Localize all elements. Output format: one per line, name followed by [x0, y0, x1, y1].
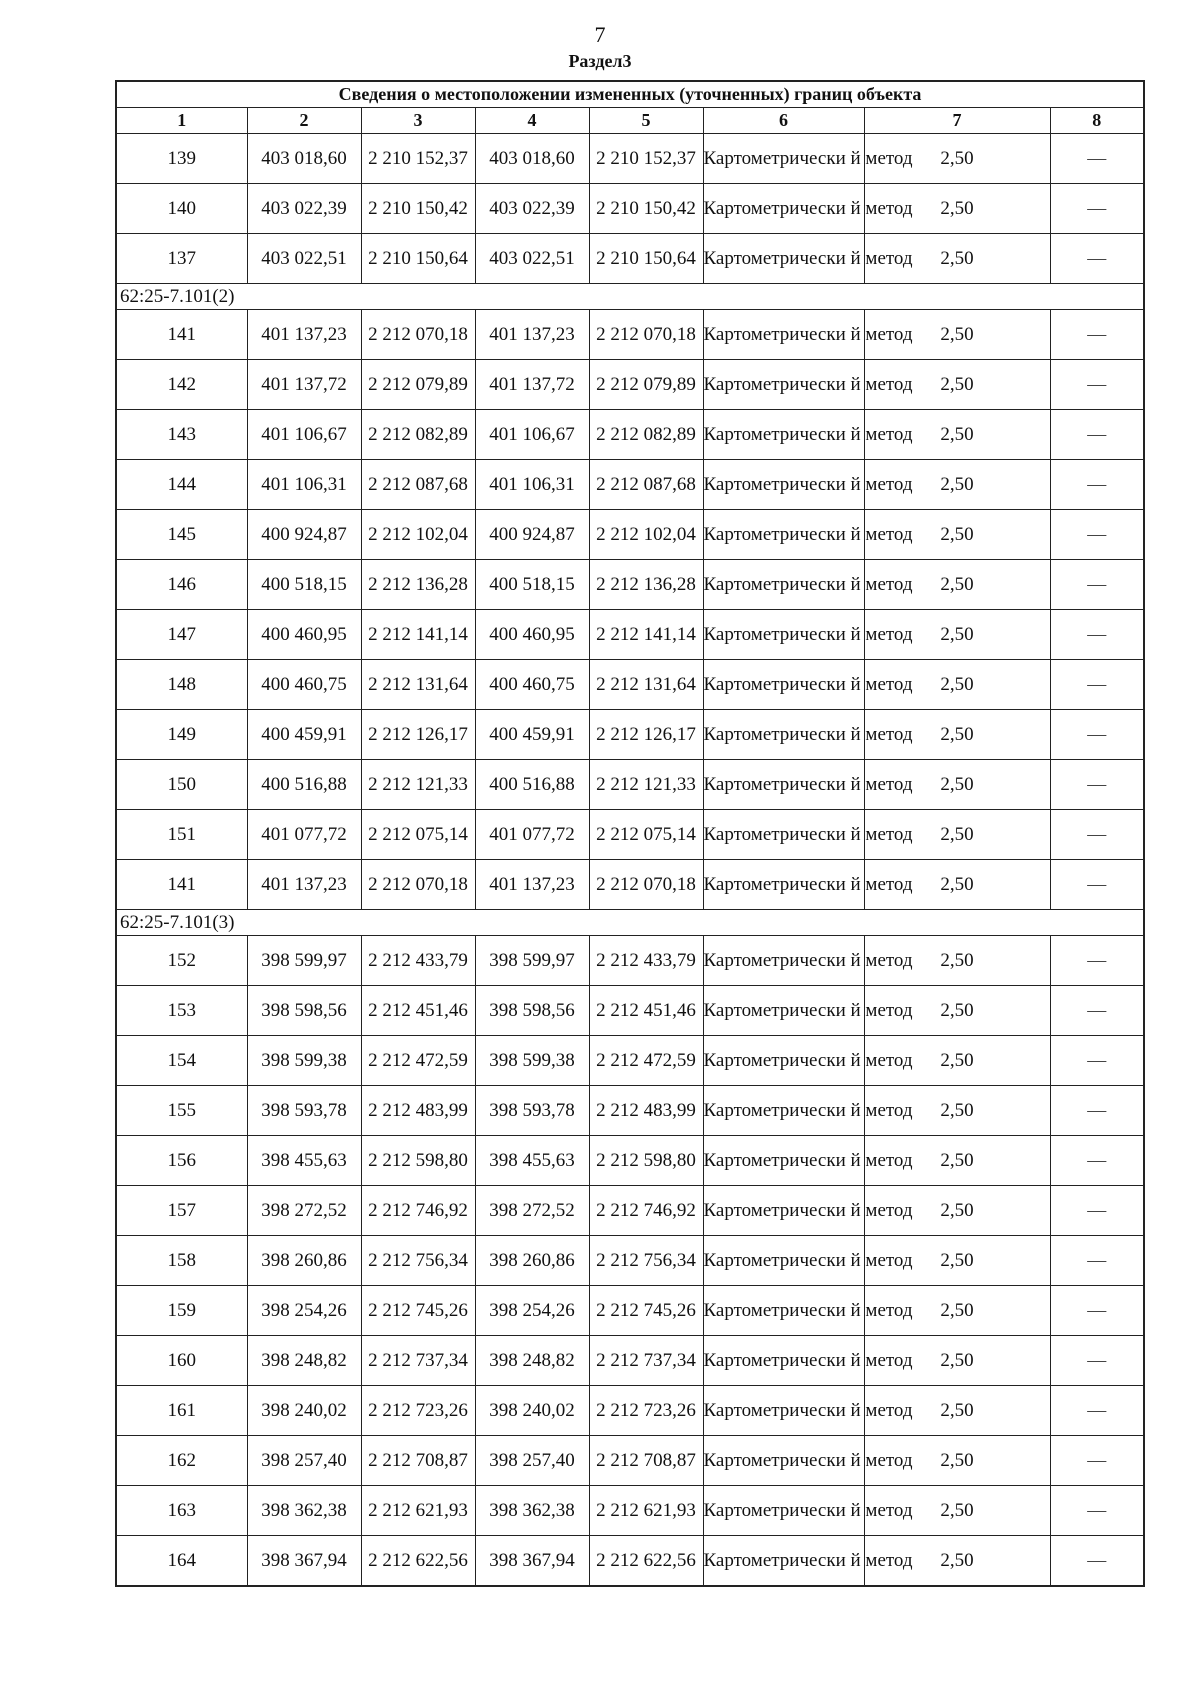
y-new-cell: 2 212 708,87	[589, 1436, 703, 1486]
table-header-row	[116, 108, 1144, 134]
method-cell: Картометрически й метод	[703, 1186, 864, 1236]
x-new-cell: 401 077,72	[475, 810, 589, 860]
x-new-cell: 400 459,91	[475, 710, 589, 760]
x-old-cell: 401 137,72	[247, 360, 361, 410]
table-row	[116, 460, 1144, 510]
table-row	[116, 1136, 1144, 1186]
note-cell: —	[1050, 360, 1144, 410]
note-cell: —	[1050, 860, 1144, 910]
x-new-cell: 403 022,51	[475, 234, 589, 284]
accuracy-cell: 2,50	[864, 1486, 1050, 1536]
x-old-cell: 403 018,60	[247, 134, 361, 184]
accuracy-cell: 2,50	[864, 460, 1050, 510]
y-new-cell: 2 212 136,28	[589, 560, 703, 610]
y-old-cell: 2 212 070,18	[361, 860, 475, 910]
y-new-cell: 2 212 141,14	[589, 610, 703, 660]
y-old-cell: 2 212 737,34	[361, 1336, 475, 1386]
point-number-cell: 163	[116, 1486, 247, 1536]
accuracy-cell: 2,50	[864, 410, 1050, 460]
accuracy-cell: 2,50	[864, 1436, 1050, 1486]
column-header: 2	[247, 108, 361, 134]
x-new-cell: 398 272,52	[475, 1186, 589, 1236]
table-row	[116, 860, 1144, 910]
point-number-cell: 144	[116, 460, 247, 510]
note-cell: —	[1050, 1086, 1144, 1136]
method-cell: Картометрически й метод	[703, 760, 864, 810]
accuracy-cell: 2,50	[864, 660, 1050, 710]
table-row	[116, 1036, 1144, 1086]
x-old-cell: 401 106,31	[247, 460, 361, 510]
table-row	[116, 1236, 1144, 1286]
y-old-cell: 2 212 136,28	[361, 560, 475, 610]
accuracy-cell: 2,50	[864, 710, 1050, 760]
point-number-cell: 162	[116, 1436, 247, 1486]
note-cell: —	[1050, 1486, 1144, 1536]
accuracy-cell: 2,50	[864, 560, 1050, 610]
table-row	[116, 986, 1144, 1036]
column-header: 5	[589, 108, 703, 134]
method-cell: Картометрически й метод	[703, 410, 864, 460]
x-old-cell: 398 257,40	[247, 1436, 361, 1486]
x-new-cell: 398 254,26	[475, 1286, 589, 1336]
table-row	[116, 1086, 1144, 1136]
x-old-cell: 401 137,23	[247, 310, 361, 360]
y-new-cell: 2 212 121,33	[589, 760, 703, 810]
note-cell: —	[1050, 710, 1144, 760]
x-old-cell: 398 367,94	[247, 1536, 361, 1587]
method-cell: Картометрически й метод	[703, 460, 864, 510]
table-row	[116, 1536, 1144, 1587]
boundary-coordinates-table	[115, 80, 1145, 1587]
method-cell: Картометрически й метод	[703, 936, 864, 986]
y-new-cell: 2 212 070,18	[589, 860, 703, 910]
point-number-cell: 154	[116, 1036, 247, 1086]
accuracy-cell: 2,50	[864, 936, 1050, 986]
x-new-cell: 400 460,75	[475, 660, 589, 710]
y-old-cell: 2 212 746,92	[361, 1186, 475, 1236]
method-cell: Картометрически й метод	[703, 1136, 864, 1186]
column-header: 1	[116, 108, 247, 134]
x-old-cell: 400 459,91	[247, 710, 361, 760]
accuracy-cell: 2,50	[864, 184, 1050, 234]
y-new-cell: 2 210 150,64	[589, 234, 703, 284]
note-cell: —	[1050, 610, 1144, 660]
column-header: 6	[703, 108, 864, 134]
y-old-cell: 2 212 070,18	[361, 310, 475, 360]
x-new-cell: 398 598,56	[475, 986, 589, 1036]
point-number-cell: 139	[116, 134, 247, 184]
y-new-cell: 2 212 082,89	[589, 410, 703, 460]
x-new-cell: 401 137,23	[475, 310, 589, 360]
accuracy-cell: 2,50	[864, 1386, 1050, 1436]
x-new-cell: 398 248,82	[475, 1336, 589, 1386]
x-new-cell: 398 362,38	[475, 1486, 589, 1536]
y-old-cell: 2 210 150,64	[361, 234, 475, 284]
point-number-cell: 142	[116, 360, 247, 410]
parcel-group-label: 62:25-7.101(2)	[116, 284, 1144, 310]
y-old-cell: 2 212 087,68	[361, 460, 475, 510]
y-new-cell: 2 212 598,80	[589, 1136, 703, 1186]
point-number-cell: 155	[116, 1086, 247, 1136]
x-new-cell: 398 599,97	[475, 936, 589, 986]
table-row	[116, 184, 1144, 234]
note-cell: —	[1050, 234, 1144, 284]
y-old-cell: 2 212 756,34	[361, 1236, 475, 1286]
method-cell: Картометрически й метод	[703, 1286, 864, 1336]
x-new-cell: 401 137,72	[475, 360, 589, 410]
note-cell: —	[1050, 1136, 1144, 1186]
y-old-cell: 2 212 082,89	[361, 410, 475, 460]
y-new-cell: 2 212 079,89	[589, 360, 703, 410]
x-new-cell: 401 106,67	[475, 410, 589, 460]
point-number-cell: 145	[116, 510, 247, 560]
x-old-cell: 398 248,82	[247, 1336, 361, 1386]
y-old-cell: 2 210 150,42	[361, 184, 475, 234]
table-row	[116, 310, 1144, 360]
y-new-cell: 2 212 723,26	[589, 1386, 703, 1436]
y-new-cell: 2 212 126,17	[589, 710, 703, 760]
y-new-cell: 2 212 746,92	[589, 1186, 703, 1236]
x-old-cell: 398 593,78	[247, 1086, 361, 1136]
y-new-cell: 2 212 737,34	[589, 1336, 703, 1386]
x-old-cell: 398 599,38	[247, 1036, 361, 1086]
point-number-cell: 150	[116, 760, 247, 810]
y-new-cell: 2 212 745,26	[589, 1286, 703, 1336]
x-old-cell: 398 240,02	[247, 1386, 361, 1436]
y-old-cell: 2 212 079,89	[361, 360, 475, 410]
note-cell: —	[1050, 1436, 1144, 1486]
y-old-cell: 2 212 433,79	[361, 936, 475, 986]
table-row	[116, 560, 1144, 610]
x-old-cell: 398 598,56	[247, 986, 361, 1036]
x-new-cell: 403 018,60	[475, 134, 589, 184]
point-number-cell: 158	[116, 1236, 247, 1286]
note-cell: —	[1050, 1236, 1144, 1286]
y-old-cell: 2 212 451,46	[361, 986, 475, 1036]
point-number-cell: 152	[116, 936, 247, 986]
y-new-cell: 2 212 075,14	[589, 810, 703, 860]
accuracy-cell: 2,50	[864, 1186, 1050, 1236]
method-cell: Картометрически й метод	[703, 860, 864, 910]
x-new-cell: 401 137,23	[475, 860, 589, 910]
point-number-cell: 149	[116, 710, 247, 760]
x-old-cell: 400 924,87	[247, 510, 361, 560]
note-cell: —	[1050, 460, 1144, 510]
x-new-cell: 400 924,87	[475, 510, 589, 560]
point-number-cell: 141	[116, 310, 247, 360]
parcel-group-label: 62:25-7.101(3)	[116, 910, 1144, 936]
point-number-cell: 151	[116, 810, 247, 860]
accuracy-cell: 2,50	[864, 510, 1050, 560]
column-header: 4	[475, 108, 589, 134]
point-number-cell: 147	[116, 610, 247, 660]
table-row	[116, 610, 1144, 660]
table-row	[116, 1486, 1144, 1536]
table-row	[116, 134, 1144, 184]
method-cell: Картометрически й метод	[703, 134, 864, 184]
method-cell: Картометрически й метод	[703, 360, 864, 410]
column-header: 3	[361, 108, 475, 134]
table-row	[116, 660, 1144, 710]
method-cell: Картометрически й метод	[703, 1486, 864, 1536]
method-cell: Картометрически й метод	[703, 184, 864, 234]
point-number-cell: 159	[116, 1286, 247, 1336]
y-old-cell: 2 212 723,26	[361, 1386, 475, 1436]
x-new-cell: 398 367,94	[475, 1536, 589, 1587]
y-new-cell: 2 212 472,59	[589, 1036, 703, 1086]
y-old-cell: 2 210 152,37	[361, 134, 475, 184]
method-cell: Картометрически й метод	[703, 986, 864, 1036]
x-old-cell: 403 022,51	[247, 234, 361, 284]
y-old-cell: 2 212 598,80	[361, 1136, 475, 1186]
x-old-cell: 400 516,88	[247, 760, 361, 810]
table-row	[116, 936, 1144, 986]
y-new-cell: 2 212 131,64	[589, 660, 703, 710]
y-old-cell: 2 212 745,26	[361, 1286, 475, 1336]
table-row	[116, 810, 1144, 860]
x-new-cell: 398 599,38	[475, 1036, 589, 1086]
accuracy-cell: 2,50	[864, 310, 1050, 360]
x-new-cell: 400 518,15	[475, 560, 589, 610]
method-cell: Картометрически й метод	[703, 234, 864, 284]
point-number-cell: 153	[116, 986, 247, 1036]
note-cell: —	[1050, 1036, 1144, 1086]
y-old-cell: 2 212 075,14	[361, 810, 475, 860]
x-old-cell: 401 077,72	[247, 810, 361, 860]
accuracy-cell: 2,50	[864, 610, 1050, 660]
table-row	[116, 710, 1144, 760]
note-cell: —	[1050, 510, 1144, 560]
x-old-cell: 398 260,86	[247, 1236, 361, 1286]
note-cell: —	[1050, 410, 1144, 460]
note-cell: —	[1050, 986, 1144, 1036]
y-old-cell: 2 212 708,87	[361, 1436, 475, 1486]
accuracy-cell: 2,50	[864, 134, 1050, 184]
accuracy-cell: 2,50	[864, 1236, 1050, 1286]
point-number-cell: 143	[116, 410, 247, 460]
method-cell: Картометрически й метод	[703, 660, 864, 710]
x-new-cell: 398 257,40	[475, 1436, 589, 1486]
table-row	[116, 1436, 1144, 1486]
x-new-cell: 401 106,31	[475, 460, 589, 510]
y-old-cell: 2 212 102,04	[361, 510, 475, 560]
y-old-cell: 2 212 472,59	[361, 1036, 475, 1086]
x-old-cell: 398 455,63	[247, 1136, 361, 1186]
x-old-cell: 403 022,39	[247, 184, 361, 234]
accuracy-cell: 2,50	[864, 1086, 1050, 1136]
y-old-cell: 2 212 126,17	[361, 710, 475, 760]
parcel-group-row	[116, 910, 1144, 936]
note-cell: —	[1050, 184, 1144, 234]
note-cell: —	[1050, 810, 1144, 860]
table-row	[116, 510, 1144, 560]
method-cell: Картометрически й метод	[703, 310, 864, 360]
x-new-cell: 398 455,63	[475, 1136, 589, 1186]
y-old-cell: 2 212 483,99	[361, 1086, 475, 1136]
method-cell: Картометрически й метод	[703, 1386, 864, 1436]
method-cell: Картометрически й метод	[703, 1436, 864, 1486]
method-cell: Картометрически й метод	[703, 610, 864, 660]
y-old-cell: 2 212 141,14	[361, 610, 475, 660]
table-row	[116, 1336, 1144, 1386]
table-row	[116, 1186, 1144, 1236]
y-new-cell: 2 212 070,18	[589, 310, 703, 360]
method-cell: Картометрически й метод	[703, 710, 864, 760]
table-row	[116, 760, 1144, 810]
note-cell: —	[1050, 134, 1144, 184]
x-new-cell: 400 460,95	[475, 610, 589, 660]
method-cell: Картометрически й метод	[703, 810, 864, 860]
point-number-cell: 146	[116, 560, 247, 610]
x-old-cell: 400 460,95	[247, 610, 361, 660]
table-row	[116, 234, 1144, 284]
x-new-cell: 398 593,78	[475, 1086, 589, 1136]
accuracy-cell: 2,50	[864, 1336, 1050, 1386]
accuracy-cell: 2,50	[864, 810, 1050, 860]
note-cell: —	[1050, 1286, 1144, 1336]
y-new-cell: 2 210 150,42	[589, 184, 703, 234]
method-cell: Картометрически й метод	[703, 1536, 864, 1587]
note-cell: —	[1050, 760, 1144, 810]
y-new-cell: 2 212 622,56	[589, 1536, 703, 1587]
point-number-cell: 141	[116, 860, 247, 910]
method-cell: Картометрически й метод	[703, 1336, 864, 1386]
y-old-cell: 2 212 622,56	[361, 1536, 475, 1587]
x-old-cell: 401 106,67	[247, 410, 361, 460]
x-new-cell: 400 516,88	[475, 760, 589, 810]
y-new-cell: 2 212 102,04	[589, 510, 703, 560]
note-cell: —	[1050, 1536, 1144, 1587]
point-number-cell: 164	[116, 1536, 247, 1587]
x-old-cell: 398 254,26	[247, 1286, 361, 1336]
x-old-cell: 398 362,38	[247, 1486, 361, 1536]
accuracy-cell: 2,50	[864, 1286, 1050, 1336]
accuracy-cell: 2,50	[864, 234, 1050, 284]
column-header: 7	[864, 108, 1050, 134]
y-new-cell: 2 212 621,93	[589, 1486, 703, 1536]
x-old-cell: 401 137,23	[247, 860, 361, 910]
x-new-cell: 403 022,39	[475, 184, 589, 234]
note-cell: —	[1050, 1386, 1144, 1436]
table-row	[116, 1386, 1144, 1436]
point-number-cell: 157	[116, 1186, 247, 1236]
y-new-cell: 2 210 152,37	[589, 134, 703, 184]
note-cell: —	[1050, 1186, 1144, 1236]
x-old-cell: 400 460,75	[247, 660, 361, 710]
y-new-cell: 2 212 433,79	[589, 936, 703, 986]
section-title: Раздел3	[568, 51, 632, 71]
table-caption: Сведения о местоположении измененных (уточненных) границ объекта	[116, 81, 1144, 108]
method-cell: Картометрически й метод	[703, 510, 864, 560]
table-row	[116, 1286, 1144, 1336]
point-number-cell: 140	[116, 184, 247, 234]
y-old-cell: 2 212 121,33	[361, 760, 475, 810]
x-old-cell: 398 272,52	[247, 1186, 361, 1236]
y-old-cell: 2 212 621,93	[361, 1486, 475, 1536]
method-cell: Картометрически й метод	[703, 1236, 864, 1286]
table-row	[116, 410, 1144, 460]
parcel-group-row	[116, 284, 1144, 310]
table-caption-row	[116, 81, 1144, 108]
y-old-cell: 2 212 131,64	[361, 660, 475, 710]
point-number-cell: 160	[116, 1336, 247, 1386]
x-old-cell: 398 599,97	[247, 936, 361, 986]
y-new-cell: 2 212 451,46	[589, 986, 703, 1036]
note-cell: —	[1050, 660, 1144, 710]
accuracy-cell: 2,50	[864, 986, 1050, 1036]
note-cell: —	[1050, 1336, 1144, 1386]
accuracy-cell: 2,50	[864, 760, 1050, 810]
table-row	[116, 360, 1144, 410]
accuracy-cell: 2,50	[864, 1536, 1050, 1587]
method-cell: Картометрически й метод	[703, 560, 864, 610]
method-cell: Картометрически й метод	[703, 1086, 864, 1136]
point-number-cell: 148	[116, 660, 247, 710]
method-cell: Картометрически й метод	[703, 1036, 864, 1086]
point-number-cell: 137	[116, 234, 247, 284]
accuracy-cell: 2,50	[864, 860, 1050, 910]
page-number: 7	[594, 22, 606, 47]
note-cell: —	[1050, 936, 1144, 986]
y-new-cell: 2 212 756,34	[589, 1236, 703, 1286]
y-new-cell: 2 212 483,99	[589, 1086, 703, 1136]
note-cell: —	[1050, 310, 1144, 360]
accuracy-cell: 2,50	[864, 360, 1050, 410]
accuracy-cell: 2,50	[864, 1036, 1050, 1086]
accuracy-cell: 2,50	[864, 1136, 1050, 1186]
column-header: 8	[1050, 108, 1144, 134]
point-number-cell: 161	[116, 1386, 247, 1436]
point-number-cell: 156	[116, 1136, 247, 1186]
note-cell: —	[1050, 560, 1144, 610]
x-old-cell: 400 518,15	[247, 560, 361, 610]
x-new-cell: 398 260,86	[475, 1236, 589, 1286]
y-new-cell: 2 212 087,68	[589, 460, 703, 510]
x-new-cell: 398 240,02	[475, 1386, 589, 1436]
